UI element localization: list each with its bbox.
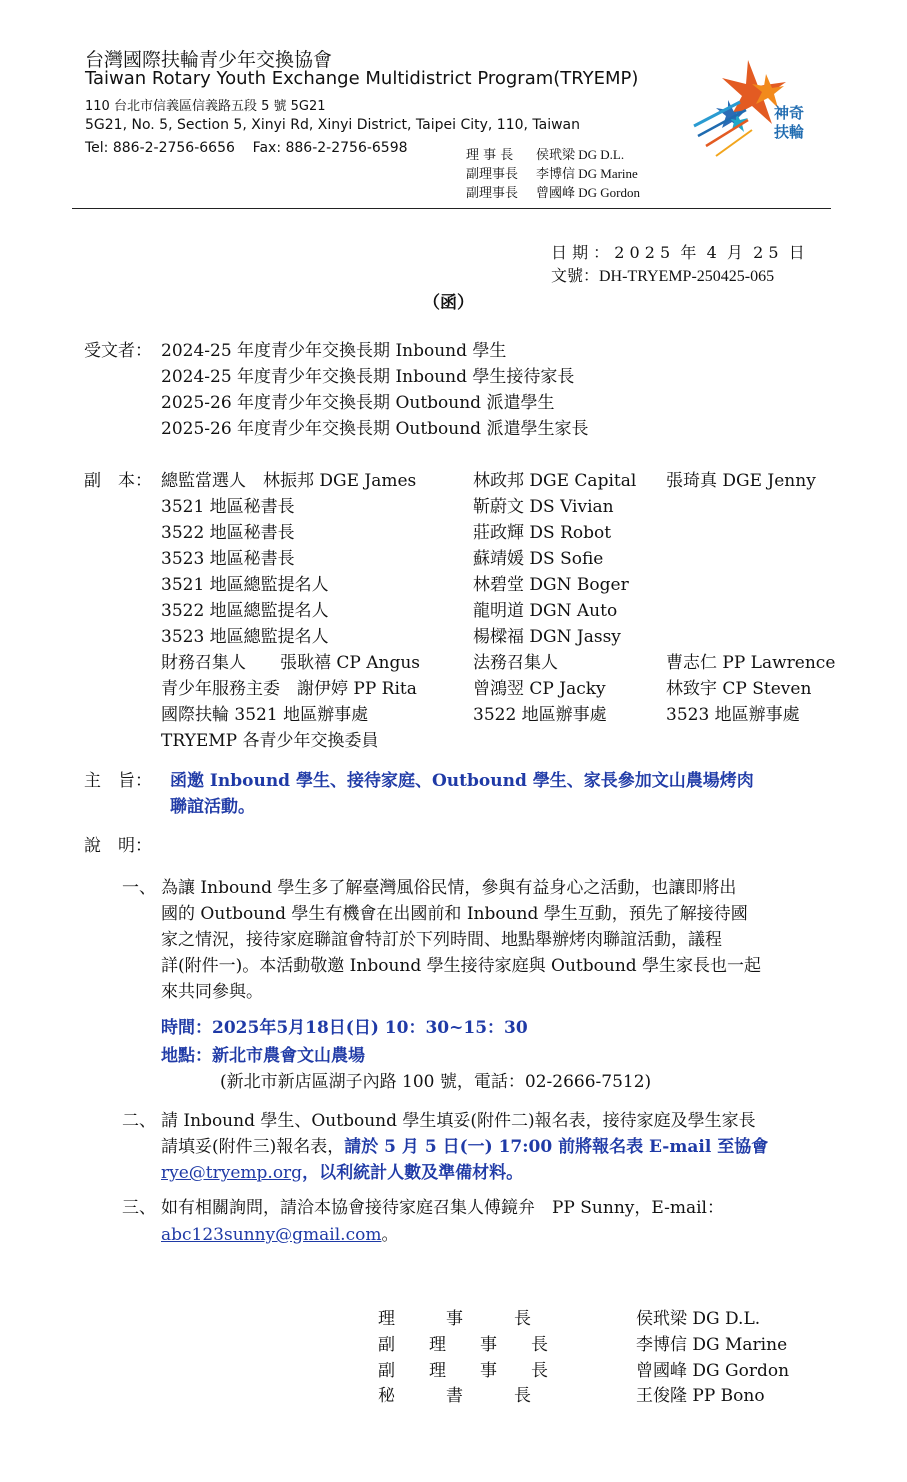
org-name-en: Taiwan Rotary Youth Exchange Multidistrict Program(TRYEMP) [85,68,639,89]
header-divider [72,208,831,209]
item2-line: 請 Inbound 學生、Outbound 學生填妥(附件二)報名表，接待家庭及學生家長 [161,1111,756,1131]
item1-line: 來共同參與。 [161,982,263,1002]
event-address: (新北市新店區湖子內路 100 號，電話：02-2666-7512) [220,1072,652,1092]
item1-line: 國的 Outbound 學生有機會在出國前和 Inbound 學生互動，預先了解接待國 [161,904,748,924]
signature-name: 王俊隆 PP Bono [636,1386,765,1406]
copy-entry: 林致宇 CP Steven [666,679,812,699]
item3-end: 。 [381,1225,399,1245]
copy-entry: 龍明道 DGN Auto [473,601,618,621]
copy-entry: 3523 地區總監提名人 [161,627,329,647]
event-time: 時間：2025年5月18日(日) 10：30~15：30 [161,1018,528,1038]
subject-line: 聯誼活動。 [170,797,255,817]
logo-text: 扶輪 [774,123,805,141]
copy-entry: 楊樑福 DGN Jassy [473,627,621,647]
signature-title: 理 事 長 [378,1309,531,1329]
explain-label: 說 明： [84,836,152,856]
recipient-line: 2024-25 年度青少年交換長期 Inbound 學生接待家長 [161,367,575,387]
item-number: 一、 [122,878,156,898]
item1-line: 詳(附件一)。本活動敬邀 Inbound 學生接待家庭與 Outbound 學生家長也一起 [161,956,762,976]
copy-entry: 3521 地區秘書長 [161,497,295,517]
item2-note: ，以利統計人數及準備材料。 [302,1163,524,1183]
copy-entry: 總監當選人 林振邦 DGE James [161,471,417,491]
email-link[interactable]: abc123sunny@gmail.com [161,1225,382,1245]
address-zh: 110 台北市信義區信義路五段 5 號 5G21 [85,99,326,114]
item-number: 二、 [122,1111,156,1131]
signature-title: 副 理 事 長 [378,1335,548,1355]
subject-line: 函邀 Inbound 學生、接待家庭、Outbound 學生、家長參加文山農場烤肉 [170,771,754,791]
address-en: 5G21, No. 5, Section 5, Xinyi Rd, Xinyi District, Taipei City, 110, Taiwan [85,117,581,133]
copy-entry: 張琦真 DGE Jenny [666,471,816,491]
recipient-line: 2024-25 年度青少年交換長期 Inbound 學生 [161,341,507,361]
signature-title: 副 理 事 長 [378,1361,548,1381]
item1-line: 家之情況，接待家庭聯誼會特訂於下列時間、地點舉辦烤肉聯誼活動，議程 [161,930,722,950]
copy-entry: 3523 地區秘書長 [161,549,295,569]
org-name-zh: 台灣國際扶輪青少年交換協會 [85,49,333,71]
copy-entry: 3521 地區總監提名人 [161,575,329,595]
copy-entry: 財務召集人 張耿禧 CP Angus [161,653,421,673]
logo-text: 神奇 [774,104,805,122]
signature-name: 李博信 DG Marine [636,1335,788,1355]
officer-name: 曾國峰 DG Gordon [536,185,640,200]
copy-entry: TRYEMP 各青少年交換委員 [161,731,379,751]
copies-label: 副 本： [84,471,152,491]
copy-entry: 曹志仁 PP Lawrence [666,653,836,673]
doc-number: 文號：DH-TRYEMP-250425-065 [551,268,775,285]
copy-entry: 蘇靖媛 DS Sofie [473,549,604,569]
officer-name: 侯玳梁 DG D.L. [536,147,625,162]
recipient-line: 2025-26 年度青少年交換長期 Outbound 派遣學生 [161,393,555,413]
item2-line [161,1158,523,1183]
recipient-line: 2025-26 年度青少年交換長期 Outbound 派遣學生家長 [161,419,589,439]
copy-entry: 林碧堂 DGN Boger [473,575,629,595]
copy-entry: 靳蔚文 DS Vivian [473,497,614,517]
signature-name: 侯玳梁 DG D.L. [636,1309,761,1329]
copy-entry: 3522 地區秘書長 [161,523,295,543]
item1-line: 為讓 Inbound 學生多了解臺灣風俗民情，參與有益身心之活動，也讓即將出 [161,878,737,898]
item2-line [161,1132,768,1157]
copy-entry: 林政邦 DGE Capital [473,471,637,491]
officer-title: 副理事長 [466,186,519,201]
item-number: 三、 [122,1198,156,1218]
item2-plain: 請填妥(附件三)報名表， [161,1137,345,1157]
signature-name: 曾國峰 DG Gordon [636,1361,790,1381]
copy-entry: 青少年服務主委 謝伊婷 PP Rita [161,679,417,699]
contact-info: Tel: 886-2-2756-6656 Fax: 886-2-2756-6598 [85,140,408,156]
signature-title: 秘 書 長 [378,1386,531,1406]
copy-entry: 曾鴻翌 CP Jacky [473,679,606,699]
doc-date: 日 期 ： 2 0 2 5 年 4 月 2 5 日 [551,243,805,262]
copy-entry: 法務召集人 [473,653,558,673]
copy-entry: 3523 地區辦事處 [666,705,800,725]
copy-entry: 3522 地區總監提名人 [161,601,329,621]
item2-deadline: 請於 5 月 5 日(一) 17:00 前將報名表 E-mail 至協會 [344,1137,769,1157]
item3-line [161,1220,398,1245]
email-link[interactable]: rye@tryemp.org [161,1163,303,1183]
recipients-label: 受文者： [84,341,152,361]
officer-title: 副理事長 [466,167,519,182]
copy-entry: 3522 地區辦事處 [473,705,607,725]
copy-entry: 國際扶輪 3521 地區辦事處 [161,705,369,725]
item3-line: 如有相關詢問，請洽本協會接待家庭召集人傅鏡弁 PP Sunny，E-mail： [161,1198,724,1218]
subject-label: 主 旨： [84,771,152,791]
copy-entry: 莊政輝 DS Robot [473,523,612,543]
officer-name: 李博信 DG Marine [536,166,638,181]
tryemp-logo [688,52,828,162]
event-place: 地點：新北市農會文山農場 [161,1046,365,1066]
doc-type: （函） [423,293,474,313]
officer-title: 理 事 長 [466,148,514,163]
